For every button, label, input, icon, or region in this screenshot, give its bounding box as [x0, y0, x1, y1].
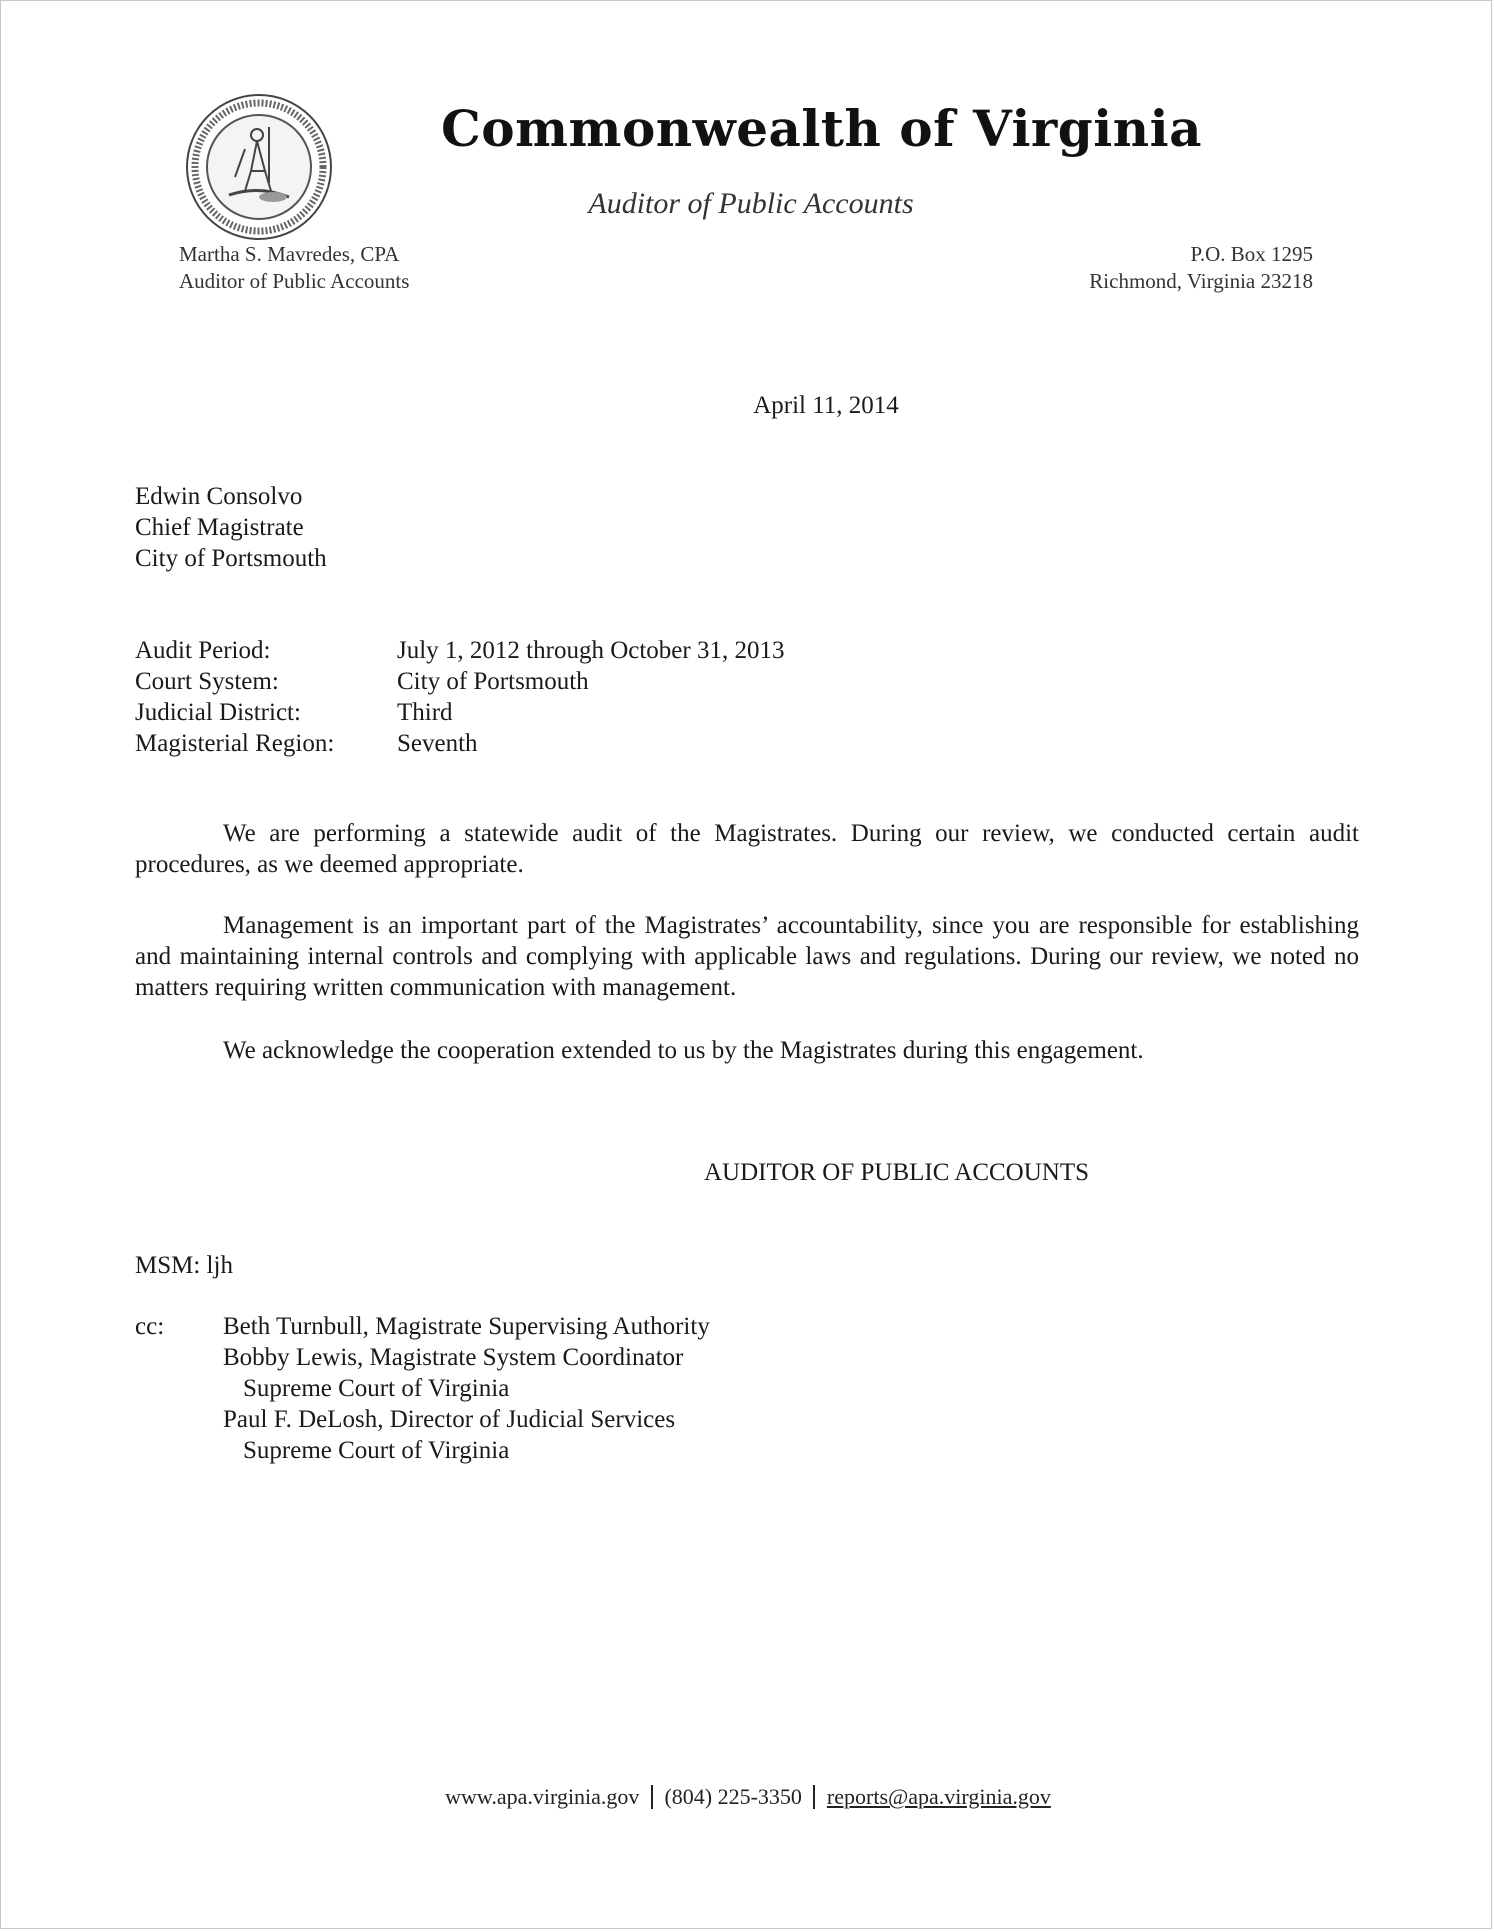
meta-value: City of Portsmouth [397, 668, 589, 695]
signature-line: AUDITOR OF PUBLIC ACCOUNTS [704, 1159, 1090, 1186]
meta-label: Judicial District: [135, 699, 301, 726]
cc-block [135, 1311, 710, 1466]
meta-label: Magisterial Region: [135, 730, 335, 757]
addressee-organization: City of Portsmouth [135, 545, 327, 572]
judicial-district-row [135, 697, 784, 728]
letterhead-title: Commonwealth of Virginia [441, 99, 1202, 158]
addressee-title: Chief Magistrate [135, 514, 304, 541]
paragraph-acknowledgement: We acknowledge the cooperation extended to us by the Magistrates during this engagement. [223, 1037, 1144, 1064]
cc-label: cc: [135, 1313, 165, 1340]
letterhead-subtitle: Auditor of Public Accounts [588, 187, 914, 220]
cc-recipient-organization: Supreme Court of Virginia [243, 1437, 510, 1464]
virginia-state-seal-icon [185, 93, 333, 241]
meta-label: Audit Period: [135, 637, 271, 664]
auditor-title: Auditor of Public Accounts [179, 269, 410, 293]
meta-label: Court System: [135, 668, 279, 695]
meta-value: Seventh [397, 730, 478, 757]
footer-email-link[interactable]: reports@apa.virginia.gov [826, 1784, 1051, 1809]
reference-initials: MSM: ljh [135, 1252, 233, 1279]
cc-recipient: Beth Turnbull, Magistrate Supervising Authority [223, 1313, 710, 1340]
footer-website-link[interactable]: www.apa.virginia.gov [445, 1784, 640, 1809]
audit-period-row [135, 635, 784, 666]
addressee-block [135, 481, 327, 574]
paragraph-management: Management is an important part of the Magistrates’ accountability, since you are responsible for establishing and maintaining internal controls and complying with applicable laws and regulations. During our review, we noted no matters requiring written communication with management. [135, 912, 1359, 1001]
letter-date: April 11, 2014 [753, 392, 899, 419]
po-box: P.O. Box 1295 [1190, 242, 1313, 266]
auditor-name: Martha S. Mavredes, CPA [179, 242, 400, 266]
paragraph-statewide-audit: We are performing a statewide audit of the Magistrates. During our review, we conducted certain audit procedures, as we deemed appropriate. [135, 820, 1359, 878]
footer-contact [1, 1784, 1494, 1810]
cc-recipient-organization: Supreme Court of Virginia [243, 1375, 510, 1402]
footer-phone: (804) 225-3350 [664, 1784, 802, 1809]
city-state-zip: Richmond, Virginia 23218 [1089, 269, 1313, 293]
meta-value: July 1, 2012 through October 31, 2013 [397, 637, 785, 664]
cc-list [223, 1311, 710, 1466]
footer-divider [813, 1785, 815, 1809]
letterhead-auditor-block [179, 241, 409, 295]
cc-recipient: Bobby Lewis, Magistrate System Coordinator [223, 1344, 684, 1371]
letterhead-address-block [1089, 241, 1313, 295]
footer-divider [651, 1785, 653, 1809]
court-system-row [135, 666, 784, 697]
magisterial-region-row [135, 728, 784, 759]
audit-details [135, 635, 784, 759]
meta-value: Third [397, 699, 453, 726]
addressee-name: Edwin Consolvo [135, 483, 303, 510]
cc-recipient: Paul F. DeLosh, Director of Judicial Services [223, 1406, 676, 1433]
